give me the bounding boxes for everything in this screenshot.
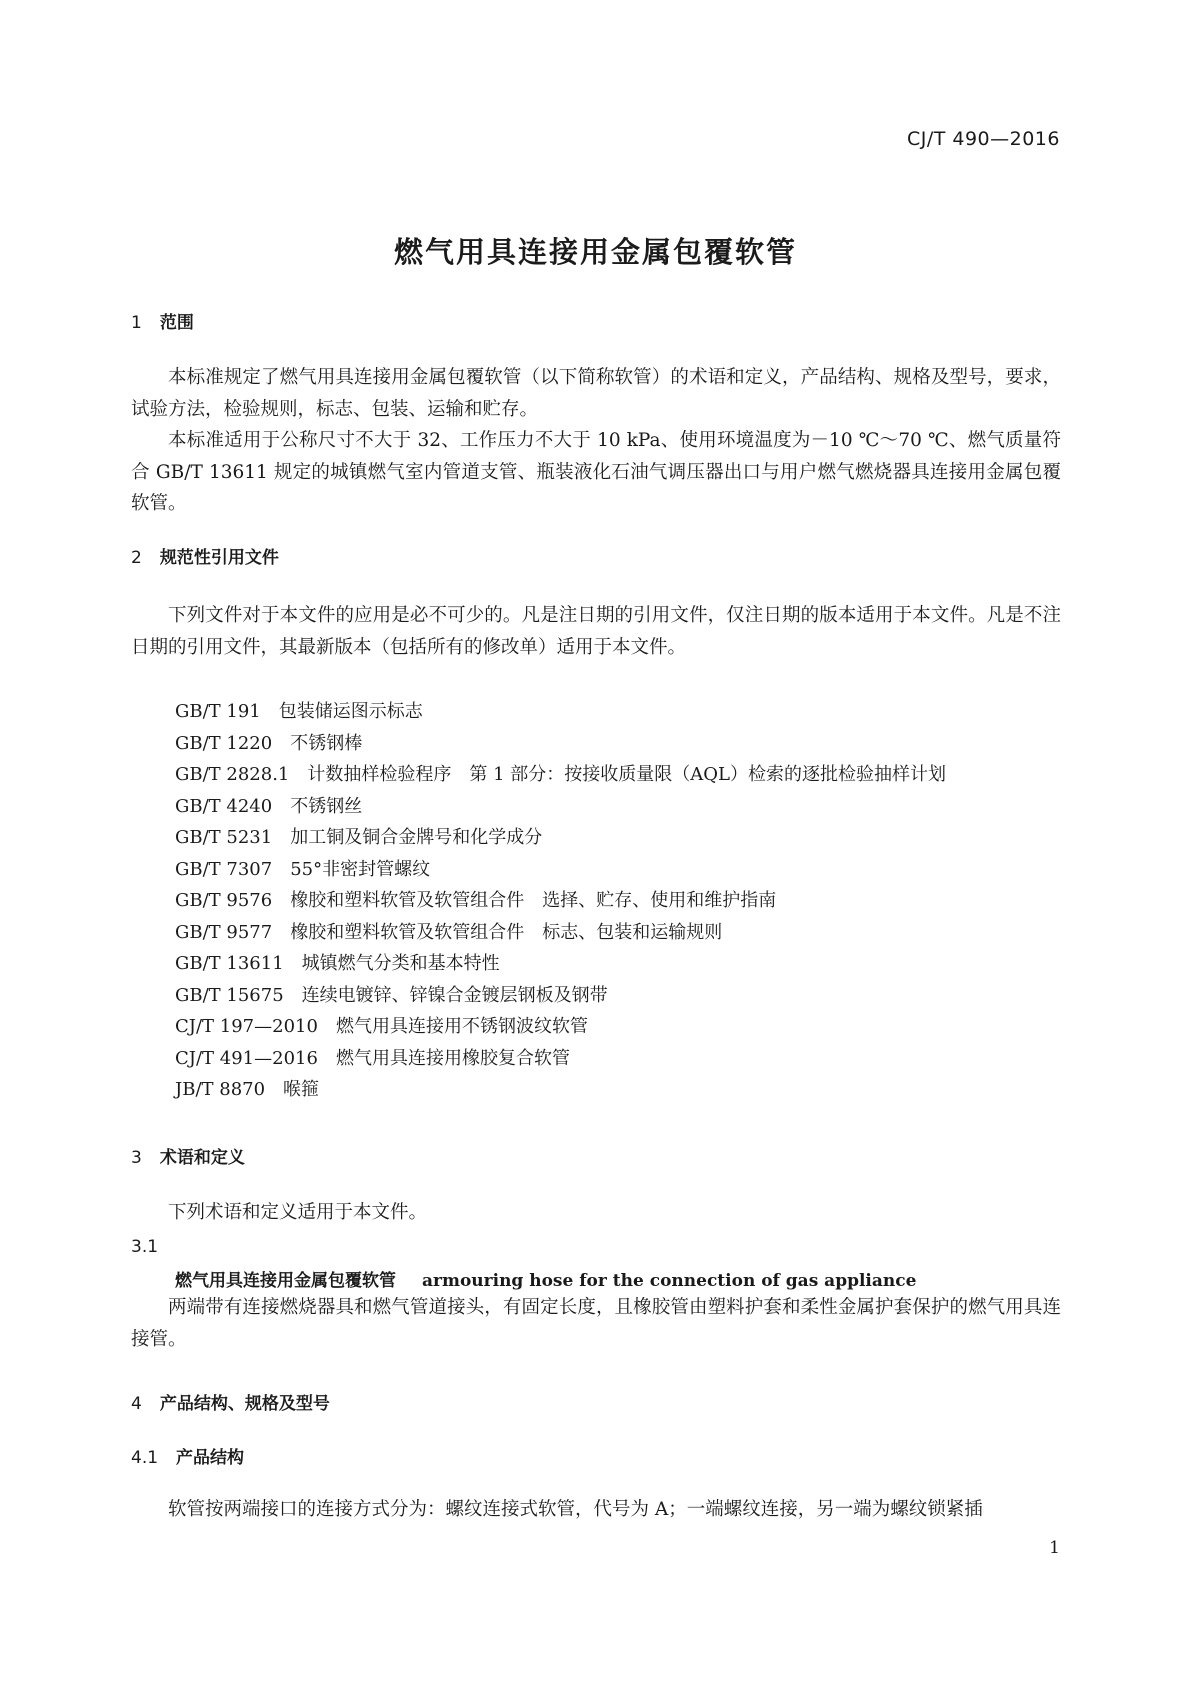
reference-title: 橡胶和塑料软管及软管组合件 选择、贮存、使用和维护指南 — [290, 890, 777, 911]
reference-code: GB/T 1220 — [175, 732, 273, 754]
reference-item — [175, 791, 946, 823]
reference-title: 55°非密封管螺纹 — [290, 858, 431, 880]
standard-code: CJ/T 490—2016 — [906, 128, 1060, 150]
reference-title: 城镇燃气分类和基本特性 — [301, 953, 500, 974]
terms-intro-paragraph: 下列术语和定义适用于本文件。 — [168, 1202, 428, 1223]
reference-item — [175, 854, 946, 886]
section-number: 3 — [131, 1148, 142, 1168]
reference-item — [175, 696, 946, 728]
section-title: 术语和定义 — [159, 1148, 245, 1168]
reference-code: GB/T 13611 — [175, 953, 284, 974]
reference-title: 计数抽样检验程序 第 1 部分：按接收质量限（AQL）检索的逐批检验抽样计划 — [307, 764, 946, 785]
reference-code: GB/T 9577 — [175, 921, 273, 943]
normative-intro-paragraph: 下列文件对于本文件的应用是必不可少的。凡是注日期的引用文件，仅注日期的版本适用于本文件。凡是不注日期的引用文件，其最新版本（包括所有的修改单）适用于本文件。 — [131, 605, 1061, 658]
reference-code: GB/T 4240 — [175, 795, 273, 817]
normative-reference-list — [175, 696, 946, 1106]
reference-title: 加工铜及铜合金牌号和化学成分 — [290, 827, 543, 848]
section-title: 产品结构、规格及型号 — [159, 1394, 330, 1414]
reference-item — [175, 759, 946, 791]
subsection-number: 4.1 — [131, 1448, 159, 1468]
term-entry — [175, 1266, 916, 1291]
subsection-4-1-heading — [131, 1443, 244, 1468]
structure-paragraph: 软管按两端接口的连接方式分为：螺纹连接式软管，代号为 A；一端螺纹连接，另一端为螺纹锁紧插 — [168, 1499, 983, 1520]
reference-title: 喉箍 — [283, 1079, 320, 1100]
reference-item — [175, 822, 946, 854]
reference-item — [175, 1011, 946, 1043]
section-number: 4 — [131, 1394, 142, 1414]
reference-title: 连续电镀锌、锌镍合金镀层钢板及钢带 — [301, 984, 608, 1006]
reference-item — [175, 917, 946, 949]
term-number: 3.1 — [131, 1237, 159, 1257]
section-number: 2 — [131, 548, 142, 568]
reference-code: GB/T 191 — [175, 701, 261, 722]
reference-item — [175, 980, 946, 1012]
reference-title: 不锈钢棒 — [290, 732, 363, 754]
reference-title: 燃气用具连接用橡胶复合软管 — [335, 1047, 570, 1069]
reference-item — [175, 1074, 946, 1106]
document-title: 燃气用具连接用金属包覆软管 — [393, 235, 797, 269]
reference-title: 橡胶和塑料软管及软管组合件 标志、包装和运输规则 — [290, 921, 723, 943]
term-definition: 两端带有连接燃烧器具和燃气管道接头，有固定长度，且橡胶管由塑料护套和柔性金属护套保护的燃气用具连接管。 — [131, 1297, 1061, 1350]
section-title: 范围 — [159, 313, 194, 333]
reference-title: 包装储运图示标志 — [278, 701, 423, 722]
term-chinese: 燃气用具连接用金属包覆软管 — [175, 1271, 396, 1291]
term-english: armouring hose for the connection of gas appliance — [422, 1271, 917, 1291]
page-number: 1 — [1049, 1538, 1060, 1558]
reference-code: GB/T 2828.1 — [175, 764, 290, 785]
scope-paragraph-2: 本标准适用于公称尺寸不大于 32、工作压力不大于 10 kPa、使用环境温度为－10 ℃～70 ℃、燃气质量符合 GB/T 13611 规定的城镇燃气室内管道支管、瓶装液化石油气调压器出口与用户燃气燃烧器具连接用金属包覆软管。 — [131, 430, 1061, 514]
reference-code: GB/T 5231 — [175, 827, 273, 848]
reference-code: CJ/T 197—2010 — [175, 1016, 318, 1037]
reference-code: GB/T 7307 — [175, 858, 273, 880]
section-4-heading — [131, 1389, 330, 1414]
reference-code: CJ/T 491—2016 — [175, 1047, 318, 1069]
reference-code: GB/T 9576 — [175, 890, 273, 911]
scope-paragraph-1: 本标准规定了燃气用具连接用金属包覆软管（以下简称软管）的术语和定义，产品结构、规格及型号，要求，试验方法，检验规则，标志、包装、运输和贮存。 — [131, 367, 1061, 420]
reference-item — [175, 885, 946, 917]
reference-code: GB/T 15675 — [175, 984, 284, 1006]
reference-code: JB/T 8870 — [175, 1079, 266, 1100]
reference-title: 燃气用具连接用不锈钢波纹软管 — [335, 1016, 588, 1037]
section-number: 1 — [131, 313, 142, 333]
section-title: 规范性引用文件 — [159, 548, 279, 568]
subsection-title: 产品结构 — [176, 1448, 245, 1468]
reference-item — [175, 1043, 946, 1075]
section-2-heading — [131, 543, 279, 568]
reference-title: 不锈钢丝 — [290, 795, 363, 817]
section-3-heading — [131, 1143, 245, 1168]
section-1-heading — [131, 308, 194, 333]
reference-item — [175, 948, 946, 980]
reference-item — [175, 728, 946, 760]
